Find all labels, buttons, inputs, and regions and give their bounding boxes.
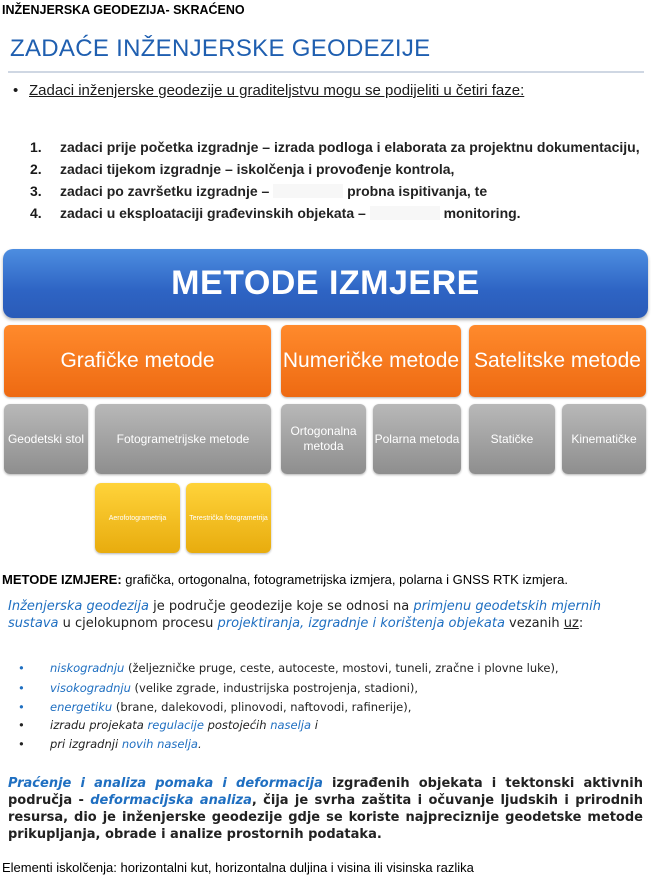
phase-item: 4. zadaci u eksploataciji građevinskih objekata – monitoring. bbox=[30, 205, 521, 221]
list-item: • energetiku (brane, dalekovodi, plinovodi, naftovodi, rafinerije), bbox=[18, 700, 412, 714]
bullet-icon: • bbox=[18, 681, 25, 695]
methods-summary: METODE IZMJERE: grafička, ortogonalna, fotogrametrijska izmjera, polarna i GNSS RTK izmjera. bbox=[2, 572, 568, 587]
document-title: INŽENJERSKA GEODEZIJA- SKRAĆENO bbox=[2, 3, 245, 17]
list-item: • niskogradnju (željezničke pruge, ceste, autoceste, mostovi, tuneli, zračne i plovne luke), bbox=[18, 661, 559, 675]
method-static: Statičke bbox=[469, 404, 555, 474]
slide-tasks bbox=[0, 22, 651, 232]
bullet-icon: • bbox=[18, 700, 25, 714]
slide-title: ZADAĆE INŽENJERSKE GEODEZIJE bbox=[10, 35, 431, 62]
lead-text: Zadaci inženjerske geodezije u graditeljstvu mogu se podijeliti u četiri faze: bbox=[29, 82, 525, 99]
category-satellite-methods: Satelitske metode bbox=[469, 325, 646, 397]
list-item: • visokogradnju (velike zgrade, industrijska postrojenja, stadioni), bbox=[18, 681, 419, 695]
lead-bullet bbox=[13, 82, 524, 99]
methods-root-box: METODE IZMJERE bbox=[3, 249, 648, 318]
method-terrestrial-photogrammetry: Terestrička fotogrametrija bbox=[186, 483, 271, 553]
bullet-icon: • bbox=[18, 661, 25, 675]
method-geodetic-table: Geodetski stol bbox=[4, 404, 88, 474]
method-orthogonal: Ortogonalna metoda bbox=[281, 404, 366, 474]
phase-item: 3. zadaci po završetku izgradnje – probna ispitivanja, te bbox=[30, 183, 488, 199]
bullet-icon: • bbox=[18, 737, 25, 751]
phase-item: 1. zadaci prije početka izgradnje – izrada podloga i elaborata za projektnu dokumentaciju, bbox=[30, 139, 640, 155]
method-kinematic: Kinematičke bbox=[562, 404, 646, 474]
redaction-mark bbox=[370, 206, 440, 220]
redaction-mark bbox=[273, 184, 343, 198]
deformation-paragraph: Praćenje i analiza pomaka i deformacija izgrađenih objekata i tektonski aktivnih područja - deformacijska analiza, čija je svrha zaštita i očuvanje ljudskih i prirodnih resursa, dio je inženjerske geodezije gdje se koriste najpreciznije geodetske metode prikupljanja, obrade i analize prostornih podataka. bbox=[8, 776, 643, 842]
title-divider bbox=[8, 71, 644, 73]
method-aerophotogrammetry: Aerofotogrametrija bbox=[95, 483, 180, 553]
list-item: • pri izgradnji novih naselja. bbox=[18, 737, 202, 751]
staking-elements-line: Elementi iskolčenja: horizontalni kut, horizontalna duljina i visina ili visinska razlika bbox=[2, 860, 474, 875]
method-polar: Polarna metoda bbox=[373, 404, 461, 474]
category-numeric-methods: Numeričke metode bbox=[281, 325, 461, 397]
phase-item: 2. zadaci tijekom izgradnje – iskolčenja i provođenje kontrola, bbox=[30, 161, 455, 177]
method-photogrammetric: Fotogrametrijske metode bbox=[95, 404, 271, 474]
bullet-icon: • bbox=[13, 82, 19, 99]
definition-paragraph: Inženjerska geodezija je područje geodezije koje se odnosi na primjenu geodetskih mjernih sustava u cjelokupnom procesu projektiranja, izgradnje i korištenja objekata vezanih uz: bbox=[8, 599, 601, 631]
list-item: • izradu projekata regulacije postojećih naselja i bbox=[18, 718, 318, 732]
category-graphic-methods: Grafičke metode bbox=[4, 325, 271, 397]
bullet-icon: • bbox=[18, 718, 25, 732]
